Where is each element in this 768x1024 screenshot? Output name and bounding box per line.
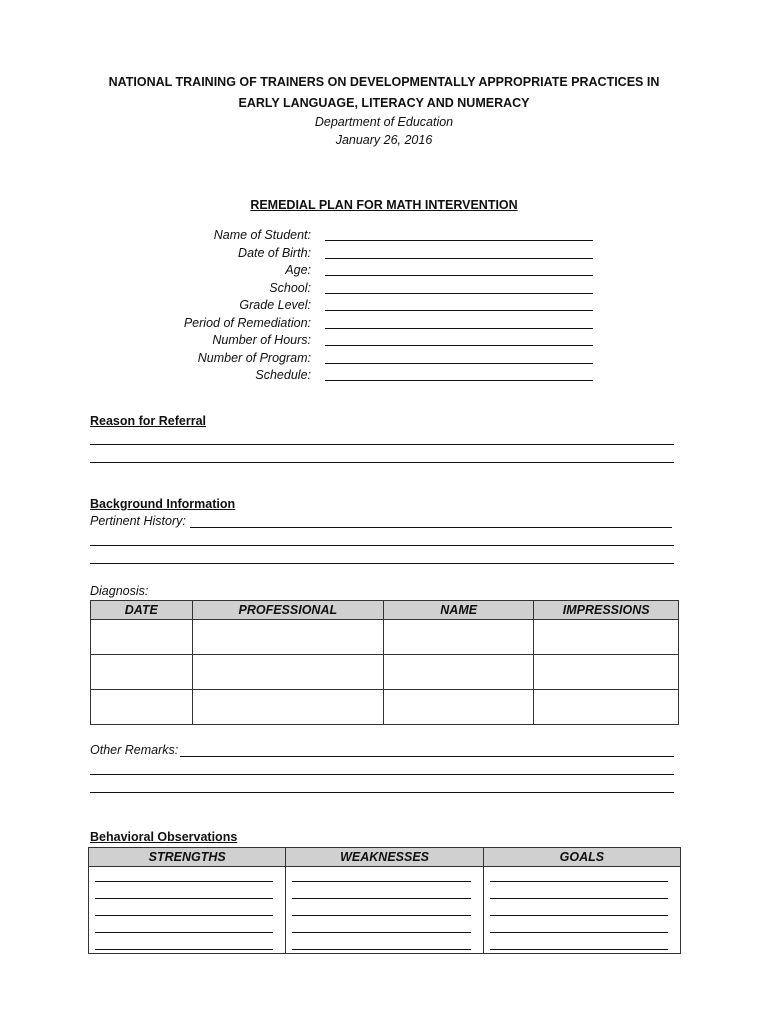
date-of-birth-line[interactable] xyxy=(325,258,593,259)
table-row xyxy=(89,867,681,954)
grade-level-line[interactable] xyxy=(325,310,593,311)
number-of-program-line[interactable] xyxy=(325,363,593,364)
column-header-professional: PROFESSIONAL xyxy=(192,601,383,620)
other-remarks-line-2[interactable] xyxy=(90,774,674,775)
field-row-number-of-hours xyxy=(0,333,768,350)
field-label: Number of Program: xyxy=(197,350,311,365)
field-label: Date of Birth: xyxy=(238,245,311,260)
table-cell[interactable] xyxy=(91,655,193,690)
field-row-date-of-birth xyxy=(0,246,768,263)
table-cell[interactable] xyxy=(91,690,193,725)
age-line[interactable] xyxy=(325,275,593,276)
table-cell[interactable] xyxy=(534,620,679,655)
other-remarks-line-1[interactable] xyxy=(180,756,674,757)
header-line-2: EARLY LANGUAGE, LITERACY AND NUMERACY xyxy=(238,96,530,110)
strengths-cell[interactable] xyxy=(89,867,286,954)
header-date: January 26, 2016 xyxy=(335,133,433,147)
field-label: School: xyxy=(269,280,311,295)
field-label: Schedule: xyxy=(255,368,311,382)
table-cell[interactable] xyxy=(192,655,383,690)
weaknesses-cell[interactable] xyxy=(286,867,483,954)
pertinent-history-line-2[interactable] xyxy=(90,545,674,546)
behavioral-observations-table xyxy=(88,847,681,954)
reason-line-2[interactable] xyxy=(90,462,674,463)
pertinent-history-line-1[interactable] xyxy=(190,527,672,528)
field-row-grade-level xyxy=(0,298,768,315)
number-of-hours-line[interactable] xyxy=(325,345,593,346)
table-header-row xyxy=(91,601,679,620)
plan-title xyxy=(0,198,768,212)
field-row-school xyxy=(0,281,768,298)
table-header-row xyxy=(89,848,681,867)
school-line[interactable] xyxy=(325,293,593,294)
field-row-schedule xyxy=(0,368,768,385)
table-cell[interactable] xyxy=(384,655,534,690)
pertinent-history-line-3[interactable] xyxy=(90,563,674,564)
field-row-age xyxy=(0,263,768,280)
table-cell[interactable] xyxy=(91,620,193,655)
table-cell[interactable] xyxy=(384,620,534,655)
field-row-number-of-program xyxy=(0,351,768,368)
table-cell[interactable] xyxy=(384,690,534,725)
table-row xyxy=(91,655,679,690)
column-header-strengths: STRENGTHS xyxy=(89,848,286,867)
field-row-period-of-remediation xyxy=(0,316,768,333)
column-header-weaknesses: WEAKNESSES xyxy=(286,848,483,867)
table-cell[interactable] xyxy=(192,690,383,725)
diagnosis-table xyxy=(90,600,679,725)
goals-cell[interactable] xyxy=(483,867,680,954)
other-remarks-label: Other Remarks: xyxy=(90,743,179,757)
table-row xyxy=(91,620,679,655)
field-label: Number of Hours: xyxy=(212,333,311,347)
field-label: Name of Student: xyxy=(213,228,311,242)
plan-title-text: REMEDIAL PLAN FOR MATH INTERVENTION xyxy=(250,198,518,212)
field-label: Age: xyxy=(285,263,311,277)
header-line-1: NATIONAL TRAINING OF TRAINERS ON DEVELOPMENTALLY APPROPRIATE PRACTICES IN xyxy=(108,75,660,89)
schedule-line[interactable] xyxy=(325,380,593,381)
table-cell[interactable] xyxy=(192,620,383,655)
other-remarks-line-3[interactable] xyxy=(90,792,674,793)
field-label: Grade Level: xyxy=(239,298,311,312)
column-header-date: DATE xyxy=(91,601,193,620)
table-cell[interactable] xyxy=(534,655,679,690)
column-header-goals: GOALS xyxy=(483,848,680,867)
period-of-remediation-line[interactable] xyxy=(325,328,593,329)
reason-line-1[interactable] xyxy=(90,444,674,445)
pertinent-history-label: Pertinent History: xyxy=(90,514,186,528)
field-row-name-of-student xyxy=(0,228,768,245)
column-header-impressions: IMPRESSIONS xyxy=(534,601,679,620)
field-label: Period of Remediation: xyxy=(183,315,311,330)
name-of-student-line[interactable] xyxy=(325,240,593,241)
table-row xyxy=(91,690,679,725)
column-header-name: NAME xyxy=(384,601,534,620)
diagnosis-label: Diagnosis: xyxy=(90,584,149,598)
behavioral-observations-title: Behavioral Observations xyxy=(90,830,238,844)
table-cell[interactable] xyxy=(534,690,679,725)
department-name: Department of Education xyxy=(314,115,454,129)
background-information-title: Background Information xyxy=(90,497,236,511)
reason-for-referral-title: Reason for Referral xyxy=(90,414,207,428)
